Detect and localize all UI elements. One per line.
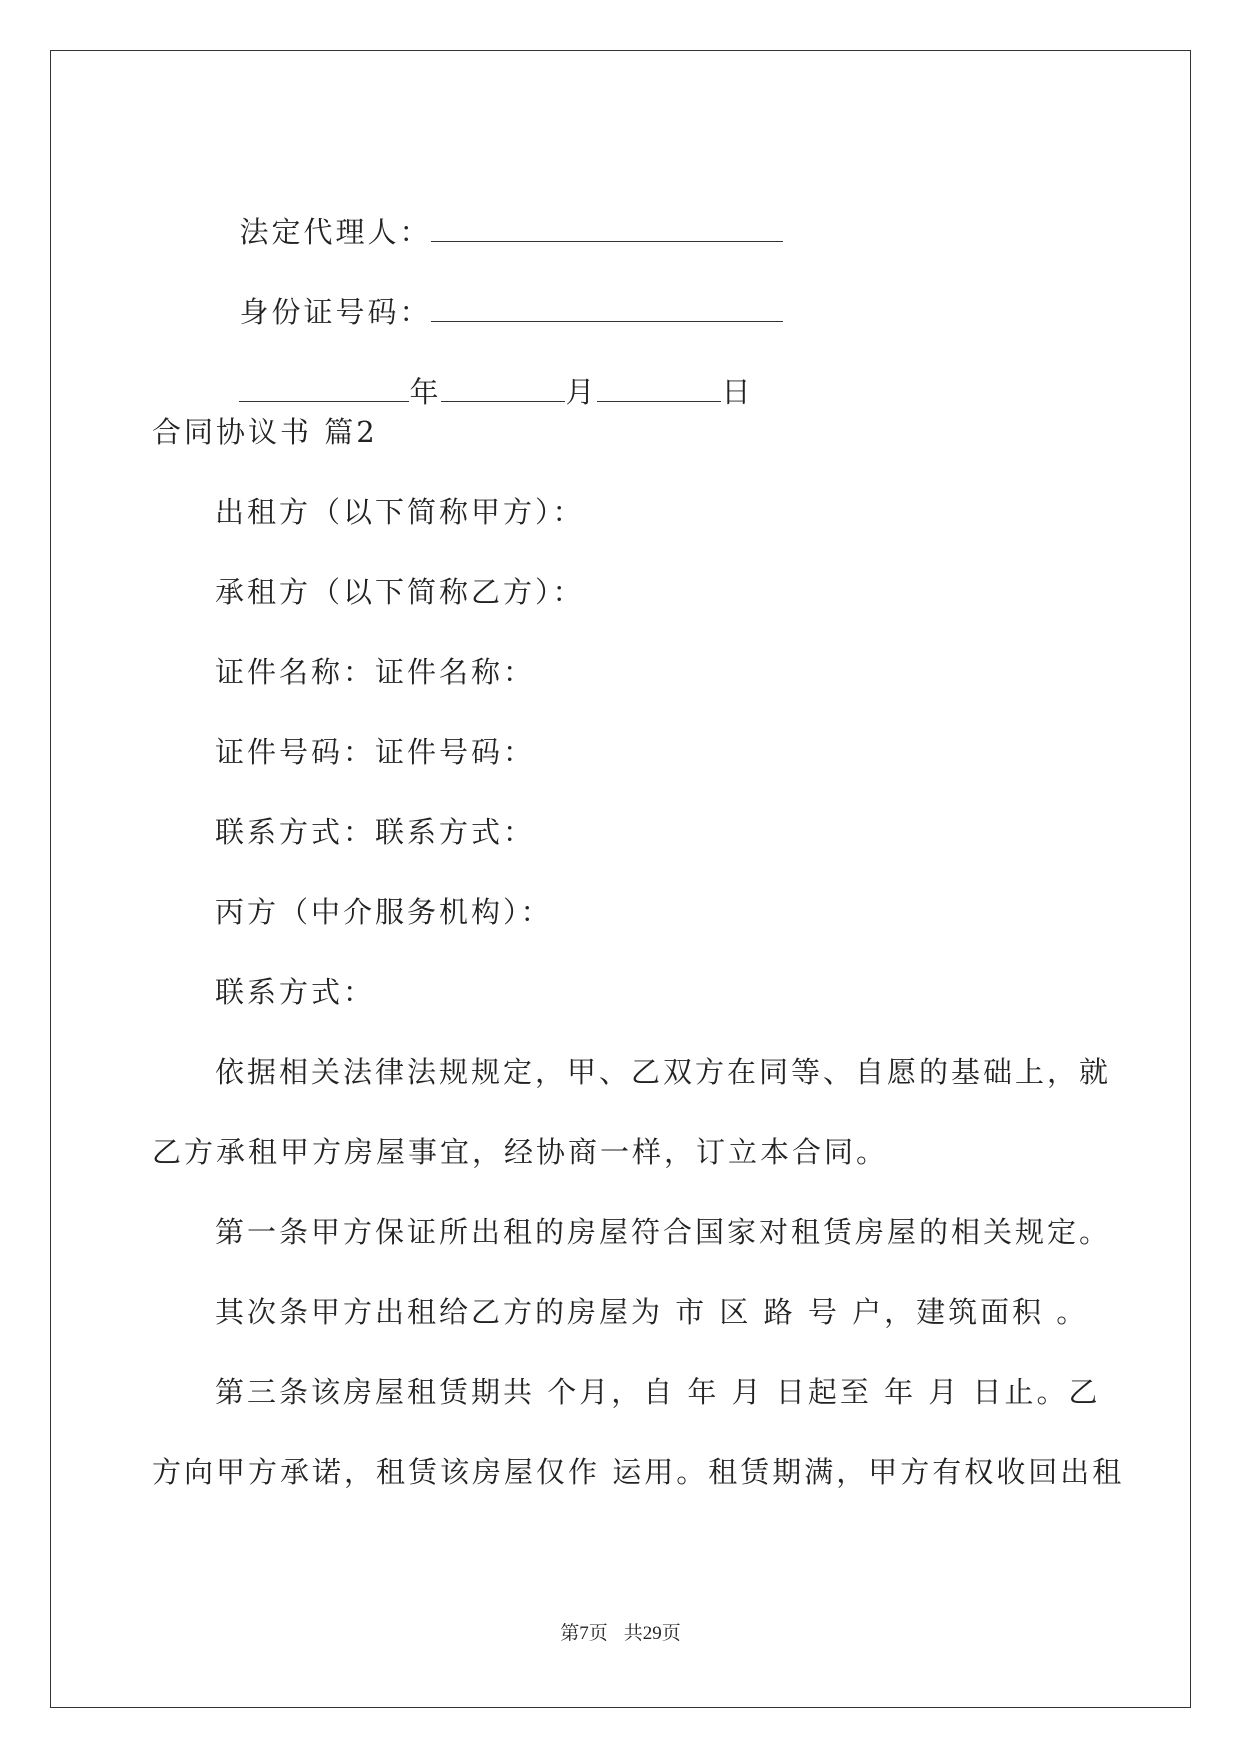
id-number-label: 身份证号码： [239,295,432,329]
page-number: 第7页 [560,1623,608,1644]
id-number-blank [431,295,783,322]
section-title: 合同协议书 篇2 [152,415,378,449]
id-number-line [215,252,783,332]
lessee-line: 承租方（以下简称乙方）： [215,575,585,609]
article-one: 第一条甲方保证所出租的房屋符合国家对租赁房屋的相关规定。 [215,1215,1112,1249]
month-blank [441,375,565,402]
paragraph-basis-line-2: 乙方承租甲方房屋事宜，经协商一样，订立本合同。 [152,1135,889,1169]
article-three-line-1: 第三条该房屋租赁期共 个月，自 年 月 日起至 年 月 日止。乙 [215,1375,1101,1409]
page-total: 共29页 [623,1623,681,1644]
legal-agent-blank [431,215,783,242]
agency-line: 丙方（中介服务机构）： [215,895,553,929]
month-label: 月 [565,375,598,409]
legal-agent-line [215,172,783,252]
day-label: 日 [721,375,754,409]
legal-agent-label: 法定代理人： [239,215,432,249]
certificate-number-line: 证件号码：证件号码： [215,735,536,769]
year-label: 年 [409,375,442,409]
contact-line: 联系方式：联系方式： [215,815,536,849]
article-three-line-2: 方向甲方承诺，租赁该房屋仅作 运用。租赁期满，甲方有权收回出租 [152,1455,1125,1489]
lessor-line: 出租方（以下简称甲方）： [215,495,585,529]
day-blank [597,375,721,402]
agency-contact-line: 联系方式： [215,975,376,1009]
certificate-name-line: 证件名称：证件名称： [215,655,536,689]
article-two: 其次条甲方出租给乙方的房屋为 市 区 路 号 户，建筑面积 。 [215,1295,1089,1329]
date-line [215,332,753,412]
page-footer [0,1618,1241,1645]
paragraph-basis-line-1: 依据相关法律法规规定，甲、乙双方在同等、自愿的基础上，就 [215,1055,1112,1089]
year-blank [239,375,409,402]
